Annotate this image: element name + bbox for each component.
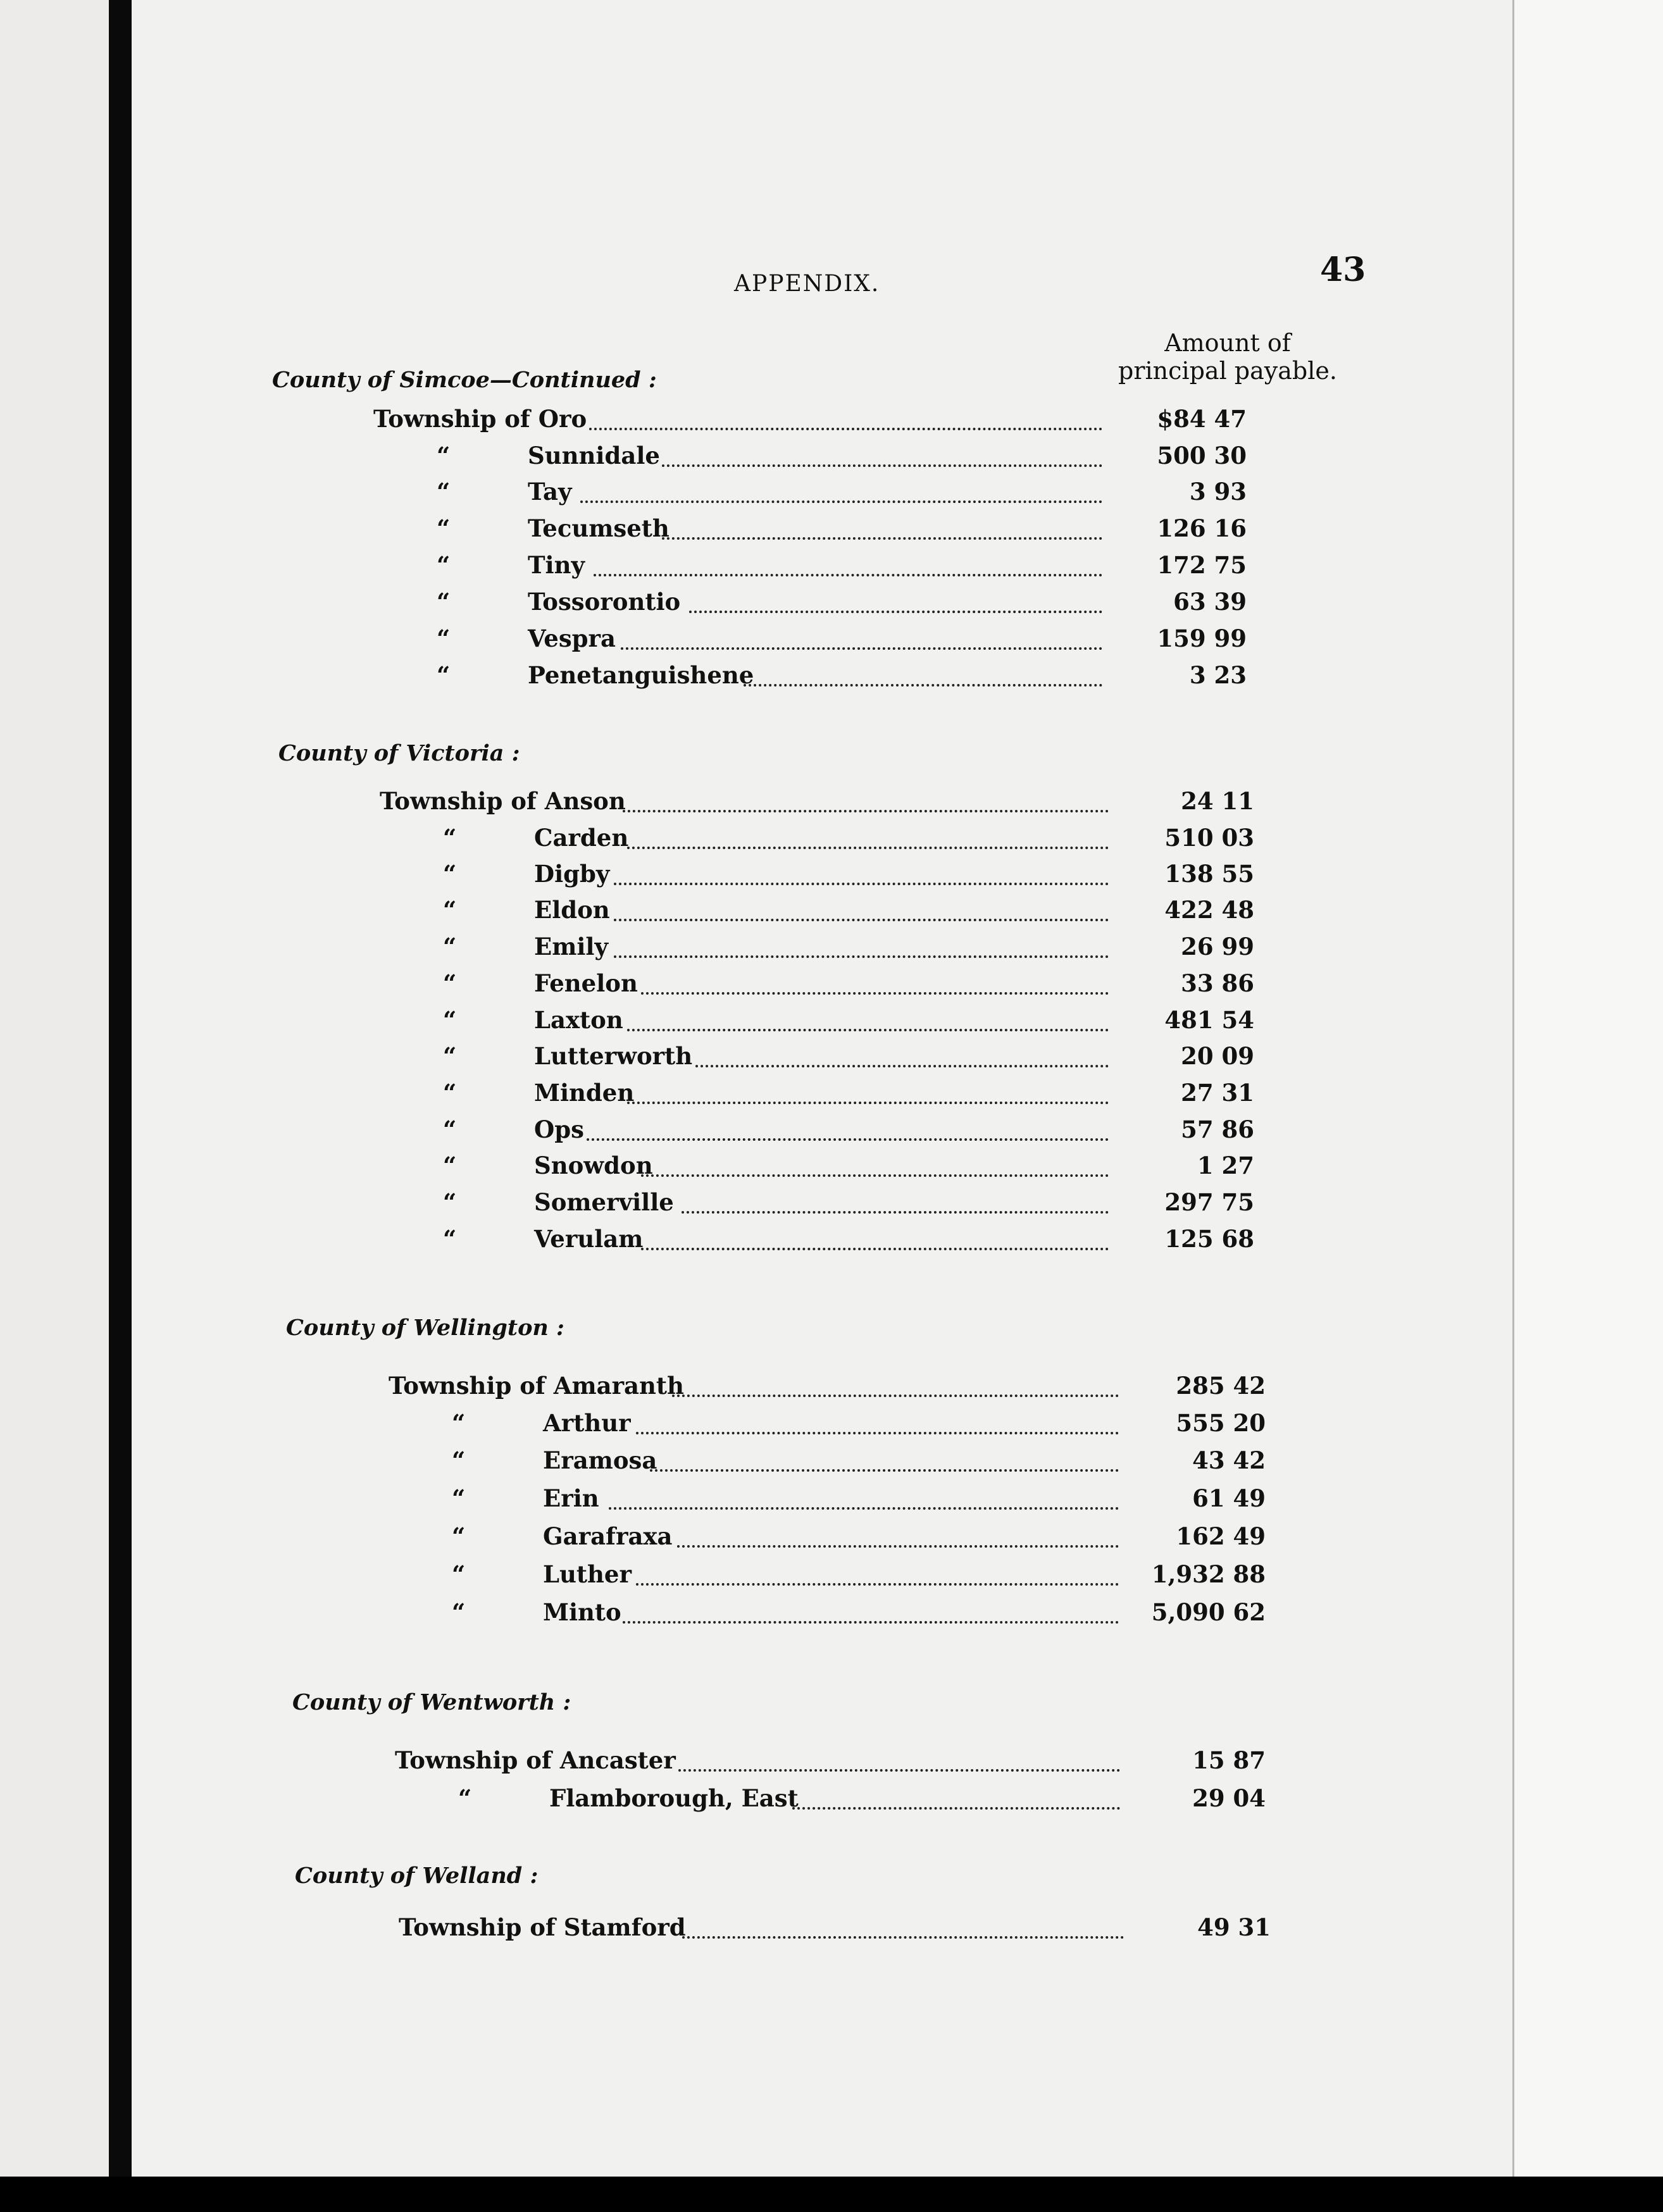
amount-value: 126 16 <box>1157 514 1247 542</box>
ledger-row <box>380 1042 1392 1078</box>
ledger-row <box>389 1522 1401 1558</box>
ditto-mark: “ <box>437 442 451 469</box>
dot-leader <box>641 1171 1109 1177</box>
amount-value: 285 42 <box>1176 1372 1266 1400</box>
ditto-mark: “ <box>443 1152 457 1179</box>
amount-value: 20 09 <box>1181 1042 1254 1070</box>
ledger-row <box>373 405 1386 440</box>
ledger-row <box>373 478 1386 513</box>
ledger-row <box>380 824 1392 859</box>
township-name: Garafraxa <box>543 1522 673 1550</box>
dot-leader <box>695 1061 1109 1067</box>
book-gutter <box>109 0 132 2212</box>
ledger-row <box>380 860 1392 895</box>
amount-value: 297 75 <box>1164 1188 1254 1216</box>
township-name: Eramosa <box>543 1446 657 1474</box>
amount-value: 510 03 <box>1164 824 1254 852</box>
ditto-mark: “ <box>452 1446 466 1474</box>
ditto-mark: “ <box>452 1522 466 1550</box>
county-heading: County of Wentworth : <box>292 1689 571 1715</box>
county-heading: County of Victoria : <box>278 740 520 766</box>
township-name: Fenelon <box>534 969 638 997</box>
county-heading: County of Welland : <box>295 1863 539 1889</box>
amount-value: 43 42 <box>1192 1446 1266 1474</box>
dot-leader <box>627 1098 1109 1104</box>
amount-column-heading-line2: principal payable. <box>1118 357 1337 385</box>
dot-leader <box>587 1134 1109 1141</box>
page-header-title: APPENDIX. <box>734 271 880 297</box>
township-label: Township of Oro <box>373 405 587 433</box>
ledger-row <box>380 1188 1392 1224</box>
dot-leader <box>682 1932 1124 1939</box>
ledger-row <box>389 1598 1401 1634</box>
left-page-edge <box>0 0 109 2212</box>
ledger-row <box>373 442 1386 477</box>
page-number: 43 <box>1320 251 1366 289</box>
township-label: Township of Ancaster <box>395 1746 676 1774</box>
ledger-row <box>389 1372 1401 1407</box>
ditto-mark: “ <box>452 1484 466 1512</box>
dot-leader <box>614 915 1109 921</box>
amount-value: 29 04 <box>1192 1784 1266 1812</box>
amount-value: 33 86 <box>1181 969 1254 997</box>
dot-leader <box>650 1465 1119 1472</box>
ditto-mark: “ <box>452 1560 466 1588</box>
amount-value: 15 87 <box>1192 1746 1266 1774</box>
amount-value: $84 47 <box>1157 405 1247 433</box>
township-name: Luther <box>543 1560 632 1588</box>
ditto-mark: “ <box>443 860 457 888</box>
ditto-mark: “ <box>437 624 451 652</box>
ditto-mark: “ <box>458 1784 472 1812</box>
dot-leader <box>677 1541 1119 1548</box>
dot-leader <box>609 1503 1119 1510</box>
amount-value: 5,090 62 <box>1151 1598 1266 1626</box>
county-heading: County of Wellington : <box>286 1315 564 1341</box>
amount-value: 555 20 <box>1176 1409 1266 1437</box>
ditto-mark: “ <box>437 514 451 542</box>
county-heading: County of Simcoe—Continued : <box>272 367 657 393</box>
township-name: Erin <box>543 1484 599 1512</box>
dot-leader <box>678 1765 1120 1772</box>
amount-value: 159 99 <box>1157 624 1247 652</box>
amount-value: 1 27 <box>1197 1152 1254 1179</box>
ditto-mark: “ <box>437 588 451 616</box>
township-name: Tossorontio <box>528 588 681 616</box>
township-name: Minto <box>543 1598 621 1626</box>
amount-value: 500 30 <box>1157 442 1247 469</box>
ditto-mark: “ <box>443 1006 457 1034</box>
dot-leader <box>689 607 1103 613</box>
township-name: Digby <box>534 860 610 888</box>
ledger-row <box>380 1006 1392 1041</box>
township-name: Sunnidale <box>528 442 660 469</box>
dot-leader <box>580 497 1103 503</box>
dot-leader <box>621 643 1102 650</box>
amount-value: 422 48 <box>1164 896 1254 924</box>
ditto-mark: “ <box>443 933 457 960</box>
amount-value: 63 39 <box>1173 588 1247 616</box>
dot-leader <box>623 1617 1119 1624</box>
amount-value: 172 75 <box>1157 551 1247 579</box>
ditto-mark: “ <box>452 1598 466 1626</box>
dot-leader <box>594 570 1102 576</box>
dot-leader <box>589 424 1103 430</box>
amount-column-heading-line1: Amount of <box>1164 329 1291 357</box>
township-name: Somerville <box>534 1188 674 1216</box>
township-name: Arthur <box>543 1409 631 1437</box>
amount-value: 138 55 <box>1164 860 1254 888</box>
amount-value: 3 23 <box>1189 661 1247 689</box>
dot-leader <box>627 1025 1109 1031</box>
township-name: Tiny <box>528 551 585 579</box>
township-label: Township of Anson <box>380 787 626 815</box>
amount-value: 481 54 <box>1164 1006 1254 1034</box>
township-name: Penetanguishene <box>528 661 754 689</box>
page-edge-strip <box>1512 0 1663 2212</box>
ledger-row <box>380 1225 1392 1260</box>
ledger-row <box>380 1152 1392 1187</box>
ditto-mark: “ <box>437 551 451 579</box>
ditto-mark: “ <box>443 896 457 924</box>
township-name: Minden <box>534 1079 635 1107</box>
township-label: Township of Stamford <box>399 1913 686 1941</box>
amount-value: 24 11 <box>1181 787 1254 815</box>
ditto-mark: “ <box>443 1115 457 1143</box>
amount-value: 26 99 <box>1181 933 1254 960</box>
scan-bottom-edge <box>0 2177 1663 2212</box>
township-name: Emily <box>534 933 608 960</box>
amount-value: 27 31 <box>1181 1079 1254 1107</box>
ledger-row <box>380 787 1392 823</box>
ditto-mark: “ <box>452 1409 466 1437</box>
amount-value: 3 93 <box>1189 478 1247 506</box>
ledger-row <box>380 896 1392 931</box>
amount-value: 162 49 <box>1176 1522 1266 1550</box>
dot-leader <box>641 1244 1109 1250</box>
township-name: Snowdon <box>534 1152 653 1179</box>
township-name: Tecumseth <box>528 514 670 542</box>
township-name: Laxton <box>534 1006 623 1034</box>
amount-value: 57 86 <box>1181 1115 1254 1143</box>
ledger-row <box>395 1784 1407 1820</box>
ledger-row <box>389 1484 1401 1520</box>
ledger-row <box>399 1913 1411 1949</box>
ditto-mark: “ <box>437 478 451 506</box>
ledger-row <box>389 1446 1401 1482</box>
dot-leader <box>662 461 1103 467</box>
ledger-row <box>373 551 1386 587</box>
ledger-row <box>395 1746 1407 1782</box>
township-name: Flamborough, East <box>549 1784 799 1812</box>
amount-column-heading <box>1114 329 1342 385</box>
amount-value: 125 68 <box>1164 1225 1254 1253</box>
township-label: Township of Amaranth <box>389 1372 684 1400</box>
amount-value: 1,932 88 <box>1151 1560 1266 1588</box>
dot-leader <box>682 1207 1109 1214</box>
ledger-row <box>373 661 1386 697</box>
township-name: Lutterworth <box>534 1042 693 1070</box>
dot-leader <box>641 988 1109 995</box>
dot-leader <box>672 1391 1119 1397</box>
ditto-mark: “ <box>443 1188 457 1216</box>
township-name: Vespra <box>528 624 616 652</box>
ledger-row <box>380 933 1392 968</box>
ditto-mark: “ <box>443 1225 457 1253</box>
ledger-row <box>373 588 1386 623</box>
ditto-mark: “ <box>443 969 457 997</box>
dot-leader <box>614 879 1109 885</box>
dot-leader <box>636 1579 1119 1586</box>
amount-value: 61 49 <box>1192 1484 1266 1512</box>
township-name: Tay <box>528 478 572 506</box>
dot-leader <box>662 533 1103 540</box>
dot-leader <box>792 1803 1121 1810</box>
township-name: Verulam <box>534 1225 644 1253</box>
ditto-mark: “ <box>443 1042 457 1070</box>
ledger-row <box>389 1409 1401 1445</box>
dot-leader <box>636 1428 1119 1434</box>
amount-value: 49 31 <box>1197 1913 1271 1941</box>
ledger-row <box>373 624 1386 660</box>
ditto-mark: “ <box>443 824 457 852</box>
township-name: Ops <box>534 1115 584 1143</box>
ditto-mark: “ <box>443 1079 457 1107</box>
dot-leader <box>744 680 1103 687</box>
ledger-row <box>380 1115 1392 1151</box>
dot-leader <box>627 843 1109 849</box>
ledger-row <box>380 1079 1392 1114</box>
dot-leader <box>623 806 1109 812</box>
township-name: Eldon <box>534 896 610 924</box>
ledger-row <box>380 969 1392 1005</box>
ledger-row <box>389 1560 1401 1596</box>
ditto-mark: “ <box>437 661 451 689</box>
dot-leader <box>614 952 1109 958</box>
township-name: Carden <box>534 824 629 852</box>
ledger-row <box>373 514 1386 550</box>
